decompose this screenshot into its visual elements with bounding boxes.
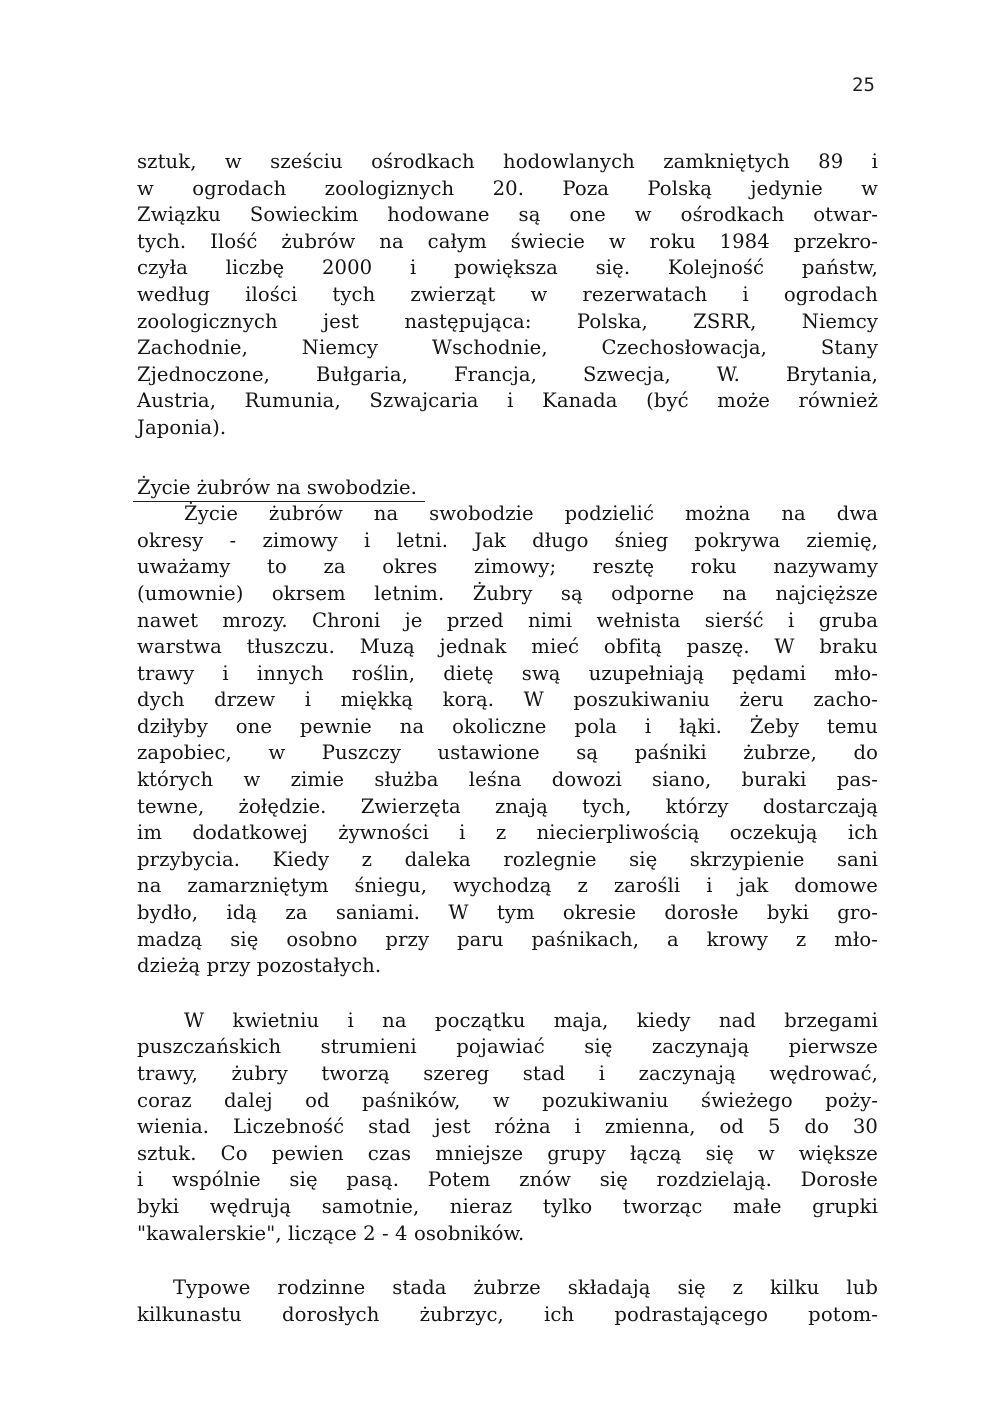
text-line: madzą się osobno przy paru paśnikach, a krowy z mło- — [137, 927, 878, 951]
text-line: Austria, Rumunia, Szwajcaria i Kanada (być może również — [137, 389, 878, 413]
text-line: tewne, żołędzie. Zwierzęta znają tych, którzy dostarczają — [137, 794, 878, 818]
text-line: zapobiec, w Puszczy ustawione są paśniki żubrze, do — [137, 741, 878, 765]
page-body — [137, 149, 878, 1328]
text-line: puszczańskich strumieni pojawiać się zaczynają pierwsze — [137, 1035, 878, 1059]
text-line: w ogrodach zoologiznych 20. Poza Polską jedynie w — [137, 176, 878, 200]
section-heading: Życie żubrów na swobodzie. — [133, 475, 425, 503]
text-line: sztuk. Co pewien czas mniejsze grupy łączą się w większe — [137, 1141, 878, 1165]
text-line: im dodatkowej żywności i z niecierpliwością oczekują ich — [137, 821, 878, 845]
text-line: nawet mrozy. Chroni je przed nimi wełnista sierść i gruba — [137, 608, 878, 632]
text-line: wienia. Liczebność stad jest różna i zmienna, od 5 do 30 — [137, 1115, 878, 1139]
paragraph-spring-herds — [137, 1008, 878, 1247]
text-line: Typowe rodzinne stada żubrze składają się z kilku lub — [173, 1276, 878, 1300]
section-heading-row — [137, 475, 878, 502]
text-line: trawy, żubry tworzą szereg stad i zaczynają wędrować, — [137, 1062, 878, 1085]
text-line: Życie żubrów na swobodzie podzielić można na dwa — [184, 502, 878, 526]
text-line: na zamarzniętym śniegu, wychodzą z zarośli i jak domowe — [137, 874, 878, 898]
text-line: W kwietniu i na początku maja, kiedy nad brzegami — [184, 1008, 878, 1032]
text-line: dych drzew i miękką korą. W poszukiwaniu żeru zacho- — [137, 688, 878, 712]
text-line: okresy - zimowy i letni. Jak długo śnieg pokrywa ziemię, — [137, 528, 878, 552]
text-line: tych. Ilość żubrów na całym świecie w roku 1984 przekro- — [137, 229, 878, 253]
text-line: trawy i innych roślin, dietę swą uzupełniają pędami mło- — [137, 661, 878, 685]
text-line: bydło, idą za saniami. W tym okresie dorosłe byki gro- — [137, 901, 878, 925]
text-line: coraz dalej od paśników, w pozukiwaniu świeżego poży- — [137, 1088, 878, 1112]
paragraph-gap — [137, 442, 878, 475]
text-line: dziłyby one pewnie na okoliczne pola i łąki. Żeby temu — [137, 714, 878, 738]
text-line: czyła liczbę 2000 i powiększa się. Kolejność państw, — [137, 256, 878, 280]
text-line: byki wędrują samotnie, nieraz tylko tworząc małe grupki — [137, 1194, 878, 1218]
text-line: przybycia. Kiedy z daleka rozlegnie się skrzypienie sani — [137, 847, 878, 871]
page-number: 25 — [852, 74, 875, 96]
text-line: kilkunastu dorosłych żubrzyc, ich podrastającego potom- — [137, 1302, 878, 1326]
text-line: dzieżą przy pozostałych. — [137, 954, 382, 978]
paragraph-intro-continuation — [137, 149, 878, 442]
text-line: według ilości tych zwierząt w rezerwatach i ogrodach — [137, 282, 878, 306]
paragraph-family-herds — [137, 1275, 878, 1328]
text-line: zoologicznych jest następująca: Polska, ZSRR, Niemcy — [137, 309, 878, 333]
text-line: Japonia). — [137, 415, 227, 439]
text-line: uważamy to za okres zimowy; resztę roku nazywamy — [137, 555, 878, 579]
text-line: sztuk, w sześciu ośrodkach hodowlanych zamkniętych 89 i — [137, 150, 878, 173]
paragraph-gap — [137, 980, 878, 1008]
text-line: (umownie) okrsem letnim. Żubry są odporne na najcięższe — [137, 581, 878, 605]
paragraph-gap — [137, 1247, 878, 1275]
text-line: których w zimie służba leśna dowozi siano, buraki pas- — [137, 768, 878, 792]
text-line: warstwa tłuszczu. Muzą jednak mieć obfitą paszę. W braku — [137, 635, 878, 659]
text-line: Zjednoczone, Bułgaria, Francja, Szwecja, W. Brytania, — [137, 362, 878, 386]
text-line: i wspólnie się pasą. Potem znów się rozdzielają. Dorosłe — [137, 1168, 878, 1192]
text-line: Związku Sowieckim hodowane są one w ośrodkach otwar- — [137, 203, 878, 227]
paragraph-winter-period — [137, 501, 878, 980]
text-line: Zachodnie, Niemcy Wschodnie, Czechosłowacja, Stany — [137, 336, 878, 360]
text-line: "kawalerskie", liczące 2 - 4 osobników. — [137, 1221, 525, 1245]
